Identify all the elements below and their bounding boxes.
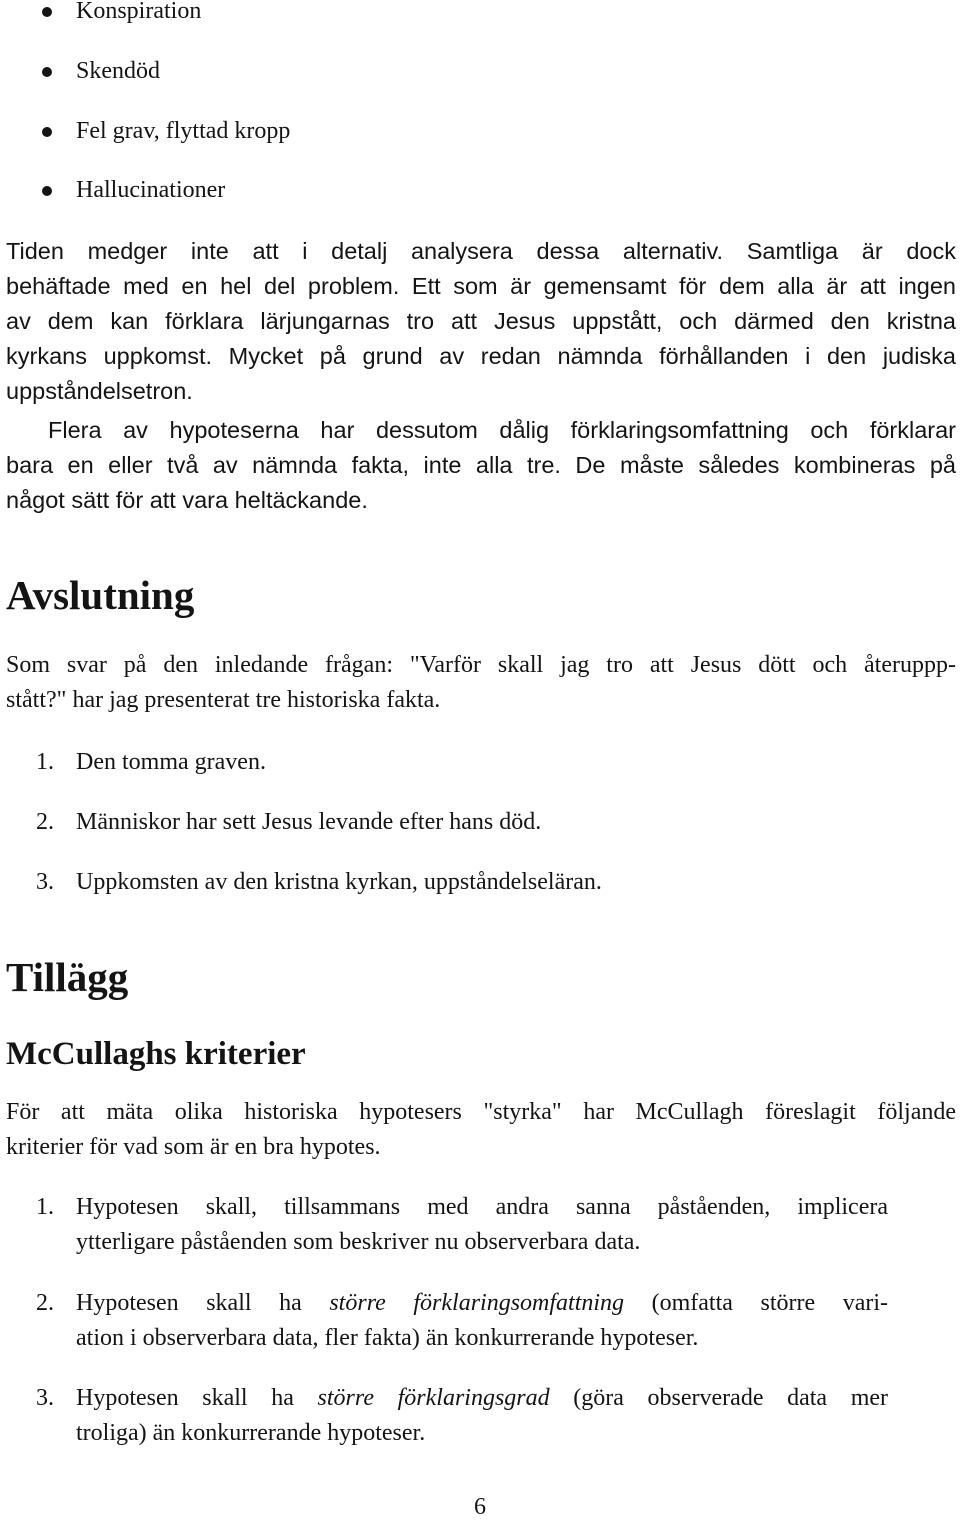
bullet-icon (42, 127, 52, 137)
section-heading-tillagg: Tillägg (6, 954, 129, 1000)
item-text (76, 1286, 888, 1356)
paragraph (6, 413, 956, 518)
paragraph-line: Tiden medger inte att i detalj analysera dessa alternativ. Samtliga är dock (6, 238, 956, 264)
paragraph-line: stått?" har jag presenterat tre historiska fakta. (6, 687, 441, 713)
paragraph-line: Flera av hypoteserna har dessutom dålig förklaringsomfattning och förklarar (48, 417, 956, 443)
item-line (76, 1381, 888, 1416)
list-item-text: Skendöd (76, 58, 160, 84)
item-text-part: (göra observerade data mer (549, 1385, 889, 1411)
paragraph-line: av dem kan förklara lärjungarnas tro att Jesus uppstått, och därmed den kristna (6, 308, 956, 334)
page-number: 6 (474, 1494, 486, 1520)
item-number: 1. (36, 749, 54, 775)
paragraph (6, 234, 956, 409)
paragraph-line: behäftade med en hel del problem. Ett som är gemensamt för dem alla är att ingen (6, 273, 956, 299)
item-text: Uppkomsten av den kristna kyrkan, uppståndelseläran. (76, 869, 602, 895)
subsection-heading: McCullaghs kriterier (6, 1036, 306, 1072)
item-text-part: Hypotesen skall ha (76, 1385, 318, 1411)
emphasis: större förklaringsgrad (317, 1385, 550, 1411)
item-text-part: (omfatta större vari- (624, 1290, 888, 1316)
item-text (76, 1190, 888, 1260)
item-text-part: Hypotesen skall ha (76, 1290, 330, 1316)
item-line: ation i observerbara data, fler fakta) än konkurrerande hypoteser. (76, 1325, 699, 1351)
item-number: 1. (36, 1194, 54, 1220)
item-text (76, 1381, 888, 1451)
list-item-text: Fel grav, flyttad kropp (76, 118, 291, 144)
item-number: 2. (36, 809, 54, 835)
list-item-text: Konspiration (76, 0, 202, 24)
paragraph (6, 1095, 956, 1165)
bullet-icon (42, 7, 52, 17)
paragraph (6, 648, 956, 718)
paragraph-line: uppståndelsetron. (6, 378, 193, 404)
item-text: Den tomma graven. (76, 749, 266, 775)
paragraph-line: Som svar på den inledande frågan: "Varför skall jag tro att Jesus dött och återuppp- (6, 652, 956, 678)
paragraph-line: bara en eller två av nämnda fakta, inte alla tre. De måste således kombineras på (6, 452, 956, 478)
item-text: Människor har sett Jesus levande efter hans död. (76, 809, 542, 835)
paragraph-line: kriterier för vad som är en bra hypotes. (6, 1134, 381, 1160)
emphasis: större förklaringsomfattning (329, 1290, 625, 1316)
item-number: 3. (36, 869, 54, 895)
item-line: Hypotesen skall, tillsammans med andra sanna påståenden, implicera (76, 1194, 888, 1220)
section-heading-avslutning: Avslutning (6, 572, 195, 618)
item-number: 3. (36, 1385, 54, 1411)
item-line: ytterligare påståenden som beskriver nu observerbara data. (76, 1229, 641, 1255)
paragraph-line: För att mäta olika historiska hypotesers "styrka" har McCullagh föreslagit följande (6, 1099, 956, 1125)
item-number: 2. (36, 1290, 54, 1316)
bullet-icon (42, 67, 52, 77)
item-line: troliga) än konkurrerande hypoteser. (76, 1420, 426, 1446)
bullet-icon (42, 186, 52, 196)
paragraph-line: något sätt för att vara heltäckande. (6, 487, 368, 513)
paragraph-line: kyrkans uppkomst. Mycket på grund av redan nämnda förhållanden i den judiska (6, 343, 956, 369)
list-item-text: Hallucinationer (76, 177, 226, 203)
item-line (76, 1286, 888, 1321)
